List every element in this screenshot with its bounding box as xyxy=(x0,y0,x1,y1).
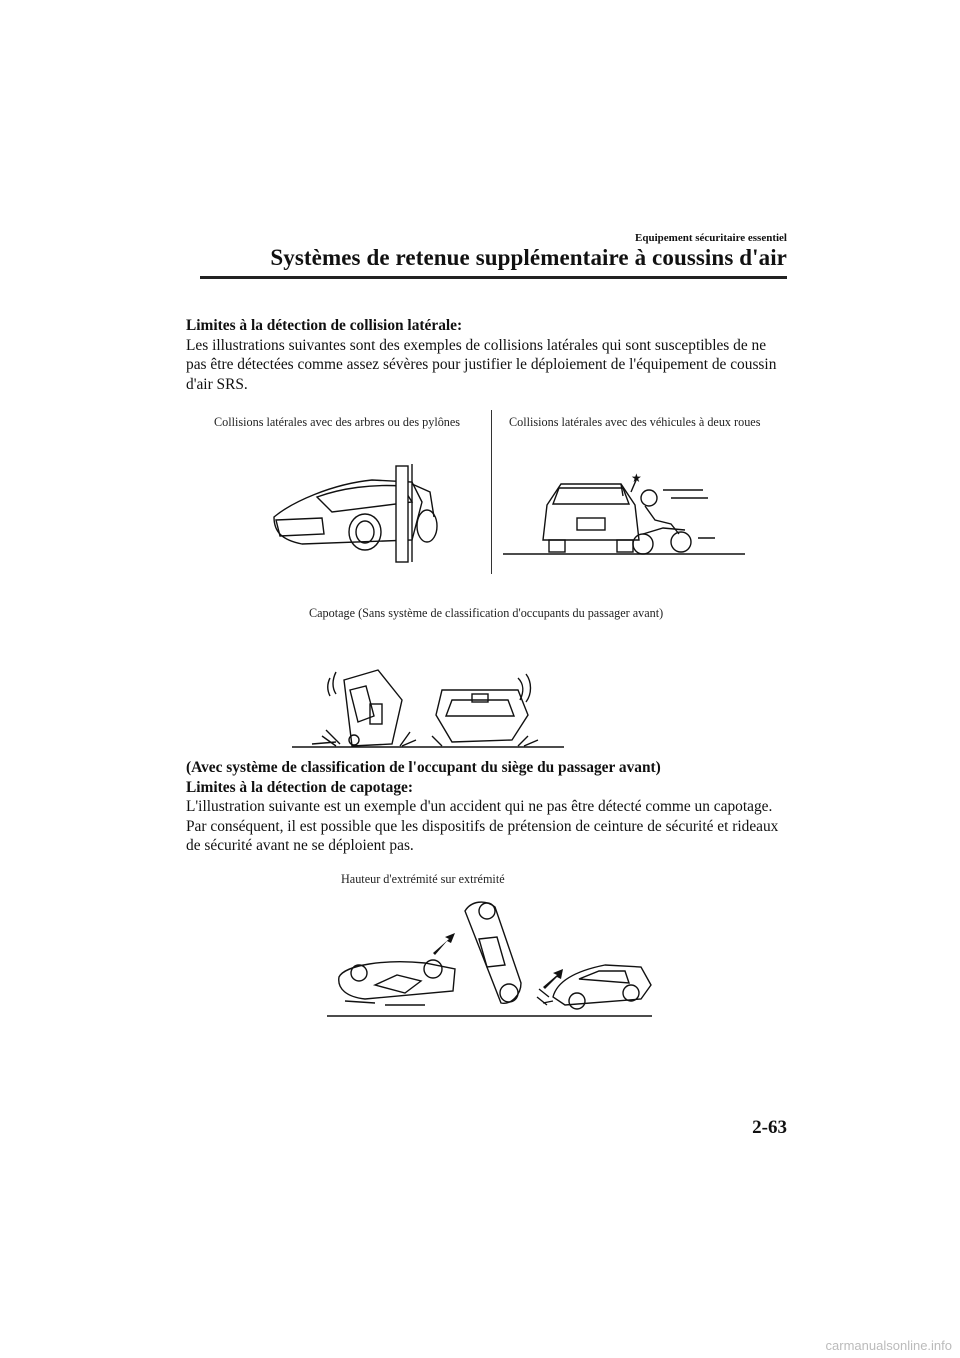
occupant-classification-note: (Avec système de classification de l'occupant du siège du passager avant) xyxy=(186,759,661,776)
rollover-heading: Limites à la détection de capotage: xyxy=(186,778,413,796)
motorcycle-collision-illustration xyxy=(503,470,748,558)
caption-end-over-end: Hauteur d'extrémité sur extrémité xyxy=(341,872,505,886)
rollover-illustration xyxy=(292,660,567,752)
impact-star-icon: ★ xyxy=(631,471,642,485)
caption-rollover: Capotage (Sans système de classification d'occupants du passager avant) xyxy=(309,606,664,620)
caption-tree-pole: Collisions latérales avec des arbres ou des pylônes xyxy=(214,415,461,429)
pole-collision-illustration xyxy=(262,462,452,567)
caption-two-wheeler: Collisions latérales avec des véhicules à deux roues xyxy=(509,415,761,429)
arrow-icon xyxy=(543,969,563,989)
side-collision-heading: Limites à la détection de collision latérale: xyxy=(186,317,463,334)
watermark: carmanualsonline.info xyxy=(825,1338,952,1353)
side-collision-section xyxy=(186,316,786,394)
section-label: Equipement sécuritaire essentiel xyxy=(635,232,787,244)
page-number: 2-63 xyxy=(752,1117,787,1138)
rollover-section xyxy=(186,758,786,856)
figure-divider xyxy=(491,410,492,574)
header-rule xyxy=(200,276,787,279)
chapter-title: Systèmes de retenue supplémentaire à coussins d'air xyxy=(270,245,787,270)
side-collision-body: Les illustrations suivantes sont des exemples de collisions latérales qui sont susceptibles de ne pas être détectées comme assez sévères pour justifier le déploiement de l'équipement de coussin d'air SRS. xyxy=(186,336,777,393)
arrow-icon xyxy=(433,933,455,955)
end-over-end-illustration xyxy=(325,893,655,1018)
rollover-body: L'illustration suivante est un exemple d'un accident qui ne pas être détecté comme un capotage. Par conséquent, il est possible que les dispositifs de prétension de ceinture de sécurité et rideaux de sécurité avant ne se déploient pas. xyxy=(186,798,779,854)
